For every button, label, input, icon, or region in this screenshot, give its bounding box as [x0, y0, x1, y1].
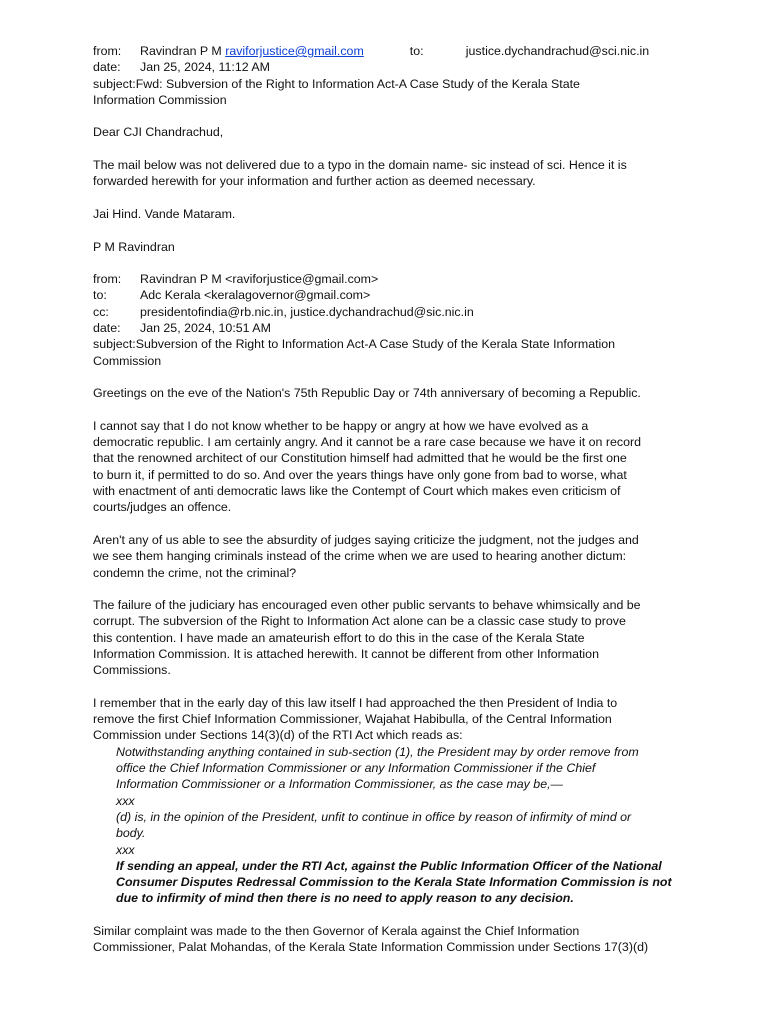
email2-cc-label: cc:	[93, 304, 109, 319]
email1-from-row	[93, 43, 693, 59]
quote-line: body.	[116, 826, 146, 841]
email2-date-label: date:	[93, 321, 121, 336]
paragraph-line: Commission under Sections 14(3)(d) of the RTI Act which reads as:	[93, 728, 463, 743]
email2-to-label: to:	[93, 288, 107, 303]
signature: P M Ravindran	[93, 239, 175, 254]
email2-to-row	[93, 287, 693, 303]
paragraph-line: I cannot say that I do not know whether to be happy or angry at how we have evolved as a	[93, 418, 589, 433]
quote-line: xxx	[116, 842, 135, 857]
email1-date-value: Jan 25, 2024, 11:12 AM	[140, 60, 270, 75]
email2-cc-row	[93, 304, 693, 320]
body1-para1-line2: forwarded herewith for your information and further action as deemed necessary.	[93, 174, 536, 189]
paragraph-line: remove the first Chief Information Commissioner, Wajahat Habibulla, of the Central Information	[93, 712, 612, 727]
email1-from-name: Ravindran P M	[140, 44, 222, 58]
email-document	[93, 43, 693, 956]
paragraph-line: Commissioner, Palat Mohandas, of the Kerala State Information Commission under Sections 17(3)(d)	[93, 940, 649, 955]
email1-from-label: from:	[93, 44, 122, 58]
paragraph-p2	[93, 418, 693, 516]
email1-date-row	[93, 59, 693, 75]
body1-para1-line1: The mail below was not delivered due to a typo in the domain name- sic instead of sci. Hence it is	[93, 158, 627, 173]
quote-bold-line: If sending an appeal, under the RTI Act, against the Public Information Officer of the National	[116, 858, 662, 873]
email2-from-value: Ravindran P M <raviforjustice@gmail.com>	[140, 272, 379, 287]
email2-to-value: Adc Kerala <keralagovernor@gmail.com>	[140, 288, 371, 303]
email2-from-row	[93, 271, 693, 287]
email2-subject-line2: Commission	[93, 353, 162, 368]
paragraph-line: to burn it, if permitted to do so. And over the years things have only gone from bad to worse, what	[93, 467, 627, 482]
quote-line: (d) is, in the opinion of the President, unfit to continue in office by reason of infirmity of mind or	[116, 809, 632, 824]
paragraph-line: this contention. I have made an amateurish effort to do this in the case of the Kerala State	[93, 630, 585, 645]
paragraph-line: democratic republic. I am certainly angry. And it cannot be a rare case because we have it on record	[93, 435, 642, 450]
paragraph-p3	[93, 532, 693, 581]
paragraph-p6	[93, 923, 693, 956]
paragraph-line: we see them hanging criminals instead of the crime when we are used to hearing another dictum:	[93, 549, 627, 564]
paragraph-line: Similar complaint was made to the then Governor of Kerala against the Chief Information	[93, 924, 580, 939]
paragraph-line: condemn the crime, not the criminal?	[93, 565, 297, 580]
email1-subject-line1: Fwd: Subversion of the Right to Information Act-A Case Study of the Kerala State	[135, 76, 580, 91]
email2-subject-row	[93, 336, 693, 352]
paragraph-line: corrupt. The subversion of the Right to Information Act alone can be a classic case study to prove	[93, 614, 626, 629]
quote-line: xxx	[116, 793, 135, 808]
email2-subject-line1: Subversion of the Right to Information Act-A Case Study of the Kerala State Information	[135, 337, 616, 352]
paragraph-line: Aren't any of us able to see the absurdity of judges saying criticize the judgment, not the judges and	[93, 532, 639, 547]
paragraph-line: Commissions.	[93, 663, 171, 678]
email1-to-value: justice.dychandrachud@sci.nic.in	[465, 44, 650, 58]
email2-cc-value: presidentofindia@rb.nic.in, justice.dychandrachud@sic.nic.in	[140, 304, 474, 319]
paragraph-line: courts/judges an offence.	[93, 500, 232, 515]
paragraph-line: Greetings on the eve of the Nation's 75th Republic Day or 74th anniversary of becoming a Republic.	[93, 386, 641, 401]
quote-line: Information Commissioner or a Information Commissioner, as the case may be,—	[116, 777, 563, 792]
email2-date-row	[93, 320, 693, 336]
paragraph-p4	[93, 597, 693, 678]
email1-subject-line2: Information Commission	[93, 92, 227, 107]
greeting: Dear CJI Chandrachud,	[93, 125, 224, 140]
quote-line: office the Chief Information Commissioner or any Information Commissioner if the Chief	[116, 761, 596, 776]
quote-bold-line: Consumer Disputes Redressal Commission to the Kerala State Information Commission is not	[116, 875, 672, 890]
paragraph-line: The failure of the judiciary has encouraged even other public servants to behave whimsically and be	[93, 598, 641, 613]
email1-subject-row	[93, 76, 693, 92]
email2-date-value: Jan 25, 2024, 10:51 AM	[140, 321, 271, 336]
email2-subject-label: subject:	[93, 337, 136, 352]
closing: Jai Hind. Vande Mataram.	[93, 206, 236, 221]
paragraph-line: I remember that in the early day of this law itself I had approached the then President of India to	[93, 695, 618, 710]
paragraph-p5	[93, 695, 693, 744]
statute-quote	[116, 744, 693, 907]
paragraph-p1	[93, 385, 693, 401]
paragraph-line: that the renowned architect of our Constitution himself had admitted that he would be the first one	[93, 451, 627, 466]
quote-line: Notwithstanding anything contained in sub-section (1), the President may by order remove from	[116, 744, 639, 759]
email1-date-label: date:	[93, 60, 121, 75]
email2-from-label: from:	[93, 272, 122, 287]
email1-subject-label: subject:	[93, 76, 136, 91]
email1-from-email-link[interactable]: raviforjustice@gmail.com	[225, 44, 364, 58]
paragraph-line: with enactment of anti democratic laws like the Contempt of Court which makes even criticism of	[93, 484, 621, 499]
email1-to-label: to:	[409, 44, 424, 58]
paragraph-line: Information Commission. It is attached herewith. It cannot be different from other Information	[93, 646, 599, 661]
quote-bold-line: due to infirmity of mind then there is no need to apply reason to any decision.	[116, 891, 574, 906]
